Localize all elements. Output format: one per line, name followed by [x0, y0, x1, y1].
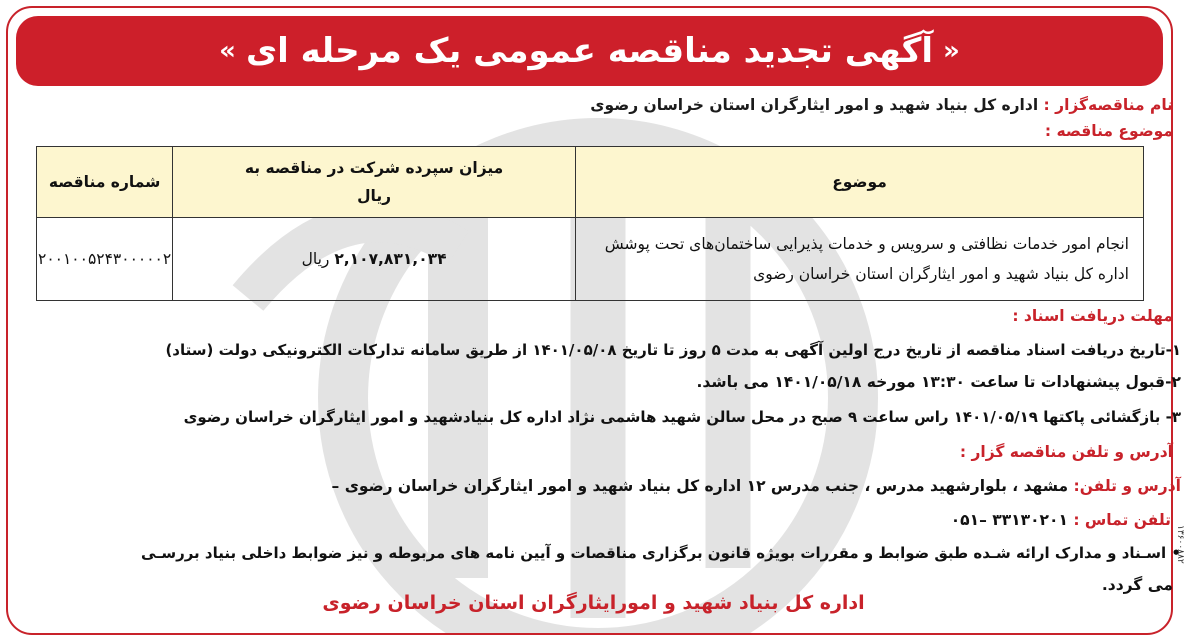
phone-label: تلفن تماس : — [1073, 511, 1171, 529]
subject-heading: موضوع مناقصه : — [1044, 122, 1173, 140]
quote-open: « — [943, 36, 960, 66]
list-item-1: ۱-تاریخ دریافت اسناد مناقصه از تاریخ درج اولین آگهی به مدت ۵ روز تا تاریخ ۱۴۰۱/۰۵/۰۸ از طریق سامانه تدارکات الکترونیکی دولت (ستاد) — [165, 341, 1181, 359]
contact-heading: آدرس و تلفن مناقصه گزار : — [959, 443, 1173, 461]
phone-value: ۳۳۱۳۰۲۰۱ –۰۵۱ — [950, 511, 1068, 529]
address-label: آدرس و تلفن: — [1073, 477, 1181, 495]
phone-line — [951, 511, 1171, 529]
header-number: شماره مناقصه — [37, 147, 173, 218]
organizer-label: نام مناقصه‌گزار : — [1043, 96, 1173, 114]
cell-number: ۲۰۰۱۰۰۵۲۴۳۰۰۰۰۰۲ — [37, 218, 173, 301]
organizer-value: اداره کل بنیاد شهید و امور ایثارگران استان خراسان رضوی — [590, 96, 1039, 114]
table-header-row — [37, 147, 1144, 218]
header-deposit: میزان سپرده شرکت در مناقصه به ریال — [173, 147, 576, 218]
cell-subject: انجام امور خدمات نظافتی و سرویس و خدمات پذیرایی ساختمان‌های تحت پوشش اداره کل بنیاد شهید و امور ایثارگران استان خراسان رضوی — [575, 218, 1143, 301]
deadline-heading: مهلت دریافت اسناد : — [1012, 307, 1173, 325]
note-line-2: می گردد. — [1101, 576, 1173, 594]
address-line — [332, 477, 1181, 495]
address-value: مشهد ، بلوارشهید مدرس ، جنب مدرس ۱۲ اداره کل بنیاد شهید و امور ایثارگران خراسان رضوی – — [331, 477, 1069, 495]
cell-deposit — [173, 218, 576, 301]
title-banner — [16, 16, 1163, 86]
deposit-amount: ۲,۱۰۷,۸۳۱,۰۳۴ — [334, 250, 447, 268]
deposit-unit: ریال — [301, 250, 330, 268]
page-title: آگهی تجدید مناقصه عمومی یک مرحله ای — [245, 31, 934, 71]
side-code: ۱۳۶۰۰۸۸۲ — [1175, 525, 1185, 564]
list-item-3: ۳- بازگشائی پاکتها ۱۴۰۱/۰۵/۱۹ راس ساعت ۹ صبح در محل سالن شهید هاشمی نژاد اداره کل بنیادشهید و امور ایثارگران خراسان رضوی — [183, 408, 1181, 426]
list-item-2: ۲-قبول پیشنهادات تا ساعت ۱۳:۳۰ مورخه ۱۴۰۱/۰۵/۱۸ می باشد. — [696, 373, 1181, 391]
table-row — [37, 218, 1144, 301]
tender-table — [36, 146, 1144, 301]
quote-close: » — [219, 36, 236, 66]
footer-organization: اداره کل بنیاد شهید و امورایثارگران استان خراسان رضوی — [322, 592, 865, 614]
organizer-line — [590, 96, 1173, 114]
header-subject: موضوع — [575, 147, 1143, 218]
note-line-1: • اسـناد و مدارک ارائه شـده طبق ضوابط و مقررات بویژه قانون برگزاری مناقصات و آیین نامه های مربوطه و نیز ضوابط داخلی بنیاد بررسـی — [141, 544, 1181, 562]
